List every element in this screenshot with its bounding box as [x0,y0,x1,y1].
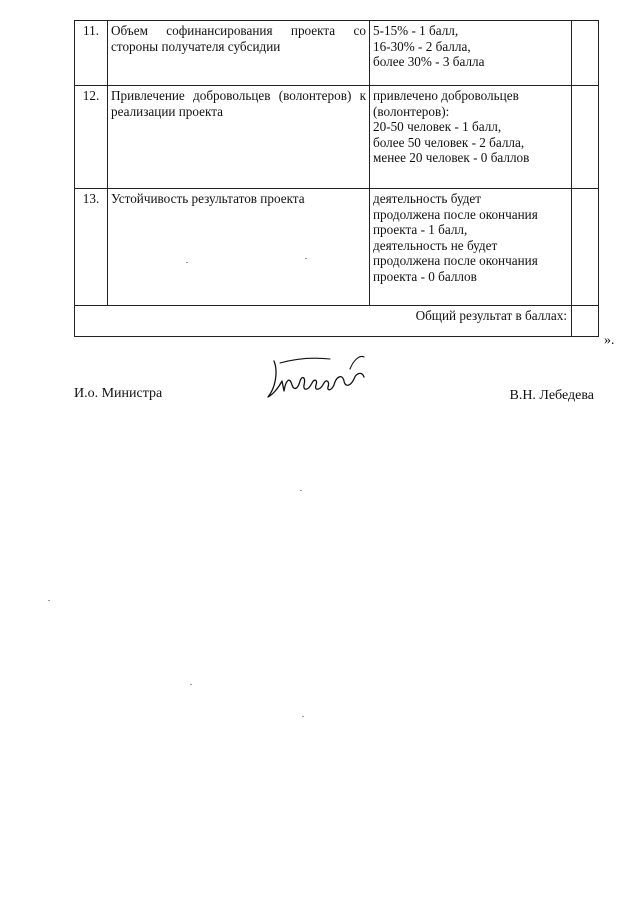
scan-speck [302,716,304,717]
scoring-line: более 30% - 3 балла [373,54,485,70]
scoring-line: привлечено добровольцев [373,88,519,103]
scoring-line: менее 20 человек - 0 баллов [373,150,530,166]
scoring-line: проекта - 0 баллов [373,268,477,284]
scoring-cell [370,86,572,189]
scan-speck [48,600,50,601]
scoring-line: более 50 человек - 2 балла, [373,134,525,150]
points-cell [572,86,599,189]
total-points-cell [572,306,599,337]
criterion-text: Привлечение добровольцев (волонтеров) к реализации проекта [108,86,370,189]
scan-speck [300,490,302,491]
scan-speck [305,258,307,259]
table-row [75,86,599,189]
scoring-line: деятельность не будет [373,237,498,253]
criteria-table [74,20,599,337]
scoring-cell [370,189,572,306]
total-row [75,306,599,337]
table-row [75,21,599,86]
table-row [75,189,599,306]
scoring-line: деятельность будет [373,191,482,206]
total-label: Общий результат в баллах: [75,306,572,337]
scoring-line: 16-30% - 2 балла, [373,38,471,54]
row-number: 12. [75,86,108,189]
closing-quote: ». [604,333,615,348]
signatory-name: В.Н. Лебедева [509,388,594,403]
signature-block [74,383,598,423]
scoring-cell [370,21,572,86]
scoring-line: продолжена после окончания [373,206,538,222]
row-number: 11. [75,21,108,86]
criterion-text: Устойчивость результатов проекта [108,189,370,306]
points-cell [572,21,599,86]
scoring-line: продолжена после окончания [373,253,538,269]
scoring-line: 20-50 человек - 1 балл, [373,119,502,135]
scoring-line: 5-15% - 1 балл, [373,23,459,38]
points-cell [572,189,599,306]
row-number: 13. [75,189,108,306]
scoring-line: проекта - 1 балл, [373,222,468,238]
scan-speck [186,262,188,263]
handwritten-signature [264,351,374,405]
signatory-position: И.о. Министра [74,386,163,401]
criterion-text: Объем софинансирования проекта со стороны получателя субсидии [108,21,370,86]
scoring-line: (волонтеров): [373,103,450,119]
scan-speck [190,684,192,685]
